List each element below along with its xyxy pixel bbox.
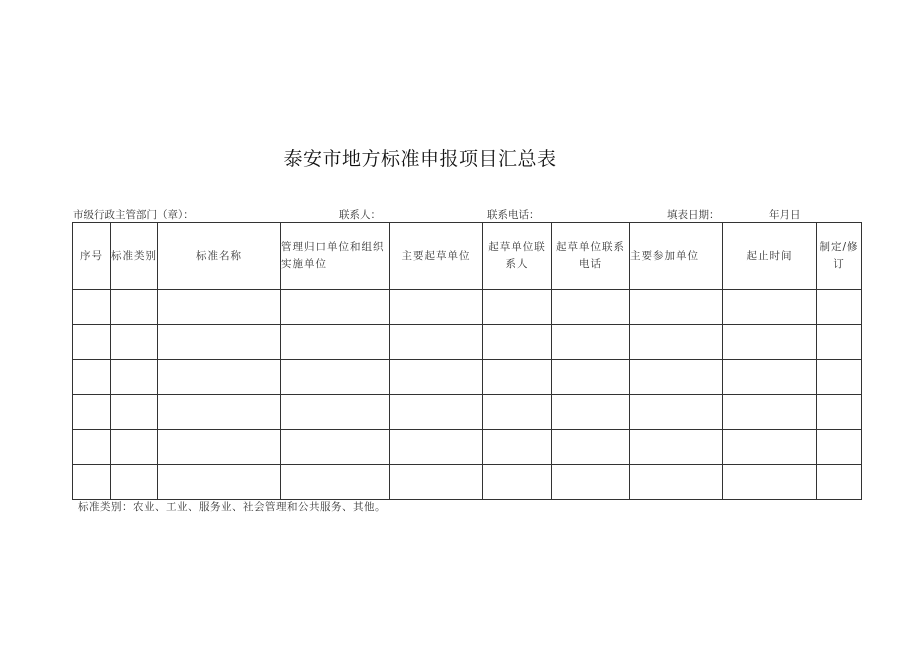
footnote: 标准类别：农业、工业、服务业、社会管理和公共服务、其他。 (78, 501, 386, 513)
table-row (73, 465, 862, 500)
table-cell (158, 465, 281, 500)
table-cell (111, 325, 158, 360)
table-cell (111, 395, 158, 430)
table-cell (552, 360, 630, 395)
table-body (73, 290, 862, 500)
table-cell (723, 395, 817, 430)
table-cell (483, 325, 552, 360)
table-cell (158, 395, 281, 430)
table-cell (281, 290, 390, 325)
table-cell (281, 395, 390, 430)
table-cell (723, 290, 817, 325)
table-cell (630, 325, 723, 360)
header-cell: 主要起草单位 (390, 223, 483, 290)
table-header-row (73, 223, 862, 290)
table-cell (817, 290, 862, 325)
table-cell (390, 290, 483, 325)
table-cell (281, 360, 390, 395)
table-cell (552, 325, 630, 360)
date-suffix-label: 年月日 (769, 209, 801, 221)
header-cell: 起止时间 (723, 223, 817, 290)
table-cell (723, 325, 817, 360)
table-cell (73, 290, 111, 325)
table-cell (552, 465, 630, 500)
table-cell (158, 430, 281, 465)
table-cell (158, 360, 281, 395)
table-cell (158, 290, 281, 325)
table-cell (483, 465, 552, 500)
table-cell (111, 360, 158, 395)
table-cell (390, 360, 483, 395)
table-cell (630, 465, 723, 500)
contact-person-label: 联系人： (339, 209, 381, 221)
table-cell (111, 290, 158, 325)
fill-date-label: 填表日期： (667, 209, 720, 221)
table-cell (817, 430, 862, 465)
table-cell (817, 465, 862, 500)
table-cell (483, 360, 552, 395)
header-cell: 制定/修订 (817, 223, 862, 290)
table-cell (111, 430, 158, 465)
table-cell (630, 430, 723, 465)
table-cell (73, 325, 111, 360)
document-title: 泰安市地方标准申报项目汇总表 (283, 148, 557, 170)
table-row (73, 290, 862, 325)
table-cell (630, 360, 723, 395)
table-cell (390, 395, 483, 430)
table-cell (158, 325, 281, 360)
header-cell: 标准名称 (158, 223, 281, 290)
table-cell (817, 360, 862, 395)
header-cell: 序号 (73, 223, 111, 290)
table-cell (483, 290, 552, 325)
header-cell: 管理归口单位和组织实施单位 (281, 223, 390, 290)
table-row (73, 325, 862, 360)
contact-phone-label: 联系电话： (487, 209, 540, 221)
table-cell (111, 465, 158, 500)
table-cell (73, 395, 111, 430)
header-cell: 主要参加单位 (630, 223, 723, 290)
table-header (73, 223, 862, 290)
table-cell (390, 325, 483, 360)
table-cell (483, 395, 552, 430)
header-cell: 起草单位联系人 (483, 223, 552, 290)
table-cell (390, 430, 483, 465)
summary-table (72, 222, 862, 500)
table-cell (73, 465, 111, 500)
table-cell (723, 465, 817, 500)
table-row (73, 430, 862, 465)
department-label: 市级行政主管部门（章）： (73, 209, 194, 221)
table-cell (817, 395, 862, 430)
table-cell (552, 430, 630, 465)
table-cell (817, 325, 862, 360)
table-cell (73, 360, 111, 395)
table-cell (552, 395, 630, 430)
table-row (73, 395, 862, 430)
header-cell: 标准类别 (111, 223, 158, 290)
table-cell (630, 395, 723, 430)
table-cell (552, 290, 630, 325)
table-cell (483, 430, 552, 465)
table-cell (630, 290, 723, 325)
table-cell (723, 360, 817, 395)
header-cell: 起草单位联系电话 (552, 223, 630, 290)
table-row (73, 360, 862, 395)
table-cell (390, 465, 483, 500)
table-cell (281, 465, 390, 500)
table-cell (723, 430, 817, 465)
table-cell (73, 430, 111, 465)
table-cell (281, 325, 390, 360)
table-cell (281, 430, 390, 465)
